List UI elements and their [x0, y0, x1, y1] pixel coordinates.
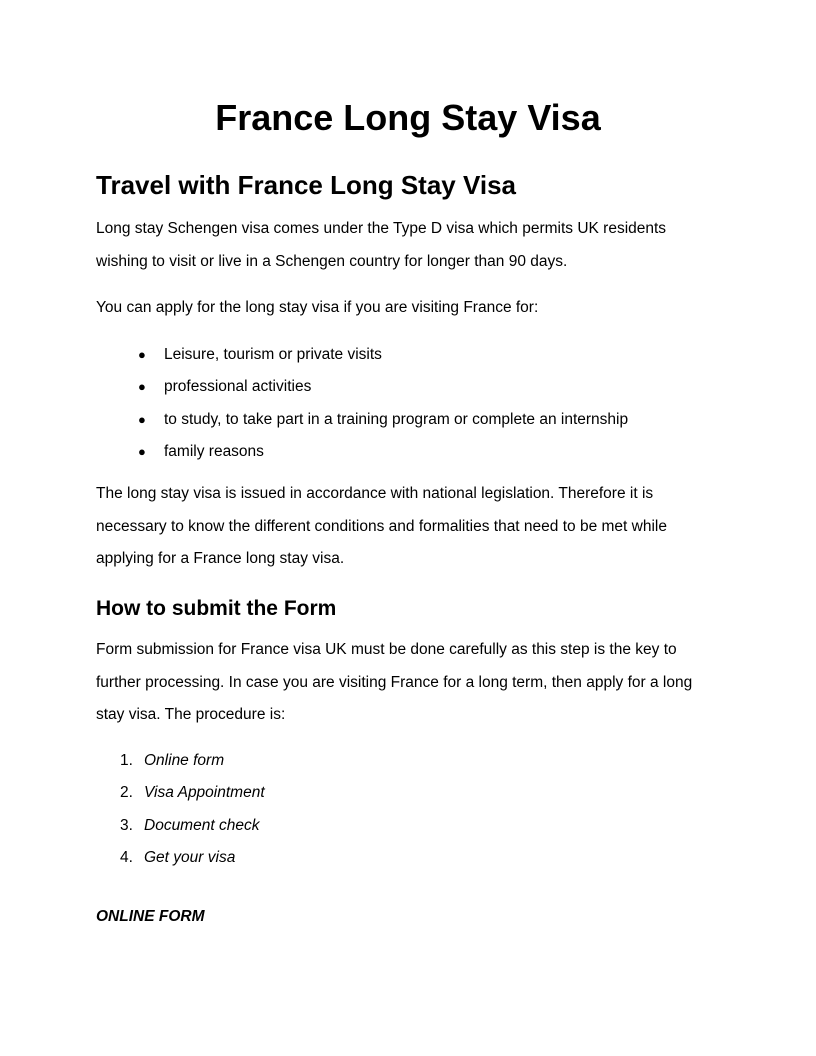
list-item [96, 404, 720, 436]
list-item [96, 777, 720, 809]
submit-line-2: further processing. In case you are visiting France for a long term, then apply for a long [96, 673, 693, 691]
intro-line-1: Long stay Schengen visa comes under the Type D visa which permits UK residents [96, 220, 667, 237]
step-number: 1. [120, 752, 133, 769]
list-item [96, 436, 720, 468]
submit-paragraph [96, 634, 720, 732]
apply-paragraph: You can apply for the long stay visa if you are visiting France for: [96, 299, 539, 316]
bullet-icon: ● [138, 411, 146, 427]
list-item [96, 842, 720, 874]
intro-paragraph [96, 213, 720, 278]
step-label: Get your visa [144, 848, 236, 866]
list-item [96, 371, 720, 403]
step-number: 4. [120, 848, 133, 866]
page-title: France Long Stay Visa [215, 97, 601, 138]
list-item-text: Leisure, tourism or private visits [164, 346, 382, 363]
legislation-line-1: The long stay visa is issued in accordance with national legislation. Therefore it is [96, 485, 654, 502]
list-item-text: professional activities [164, 378, 312, 396]
list-item [96, 745, 720, 777]
section-heading-travel: Travel with France Long Stay Visa [96, 170, 516, 200]
step-label: Online form [144, 752, 225, 769]
legislation-line-3: applying for a France long stay visa. [96, 550, 345, 567]
submit-line-3: stay visa. The procedure is: [96, 706, 286, 723]
legislation-line-2: necessary to know the different conditions and formalities that need to be met while [96, 517, 667, 535]
step-label: Visa Appointment [144, 784, 265, 802]
bullet-icon: ● [138, 347, 146, 362]
section-heading-submit: How to submit the Form [96, 597, 337, 620]
reasons-list [96, 339, 720, 468]
step-number: 3. [120, 816, 133, 834]
bullet-icon: ● [138, 443, 146, 459]
step-label: Document check [144, 816, 260, 834]
procedure-list [96, 745, 720, 874]
list-item [96, 810, 720, 842]
list-item-text: to study, to take part in a training program or complete an internship [164, 410, 629, 428]
list-item [96, 339, 720, 371]
bullet-icon: ● [138, 379, 146, 395]
legislation-paragraph [96, 478, 720, 576]
submit-line-1: Form submission for France visa UK must be done carefully as this step is the key to [96, 641, 677, 658]
online-form-heading: ONLINE FORM [96, 908, 205, 925]
intro-line-2: wishing to visit or live in a Schengen country for longer than 90 days. [96, 252, 568, 270]
step-number: 2. [120, 784, 133, 802]
list-item-text: family reasons [164, 442, 264, 460]
